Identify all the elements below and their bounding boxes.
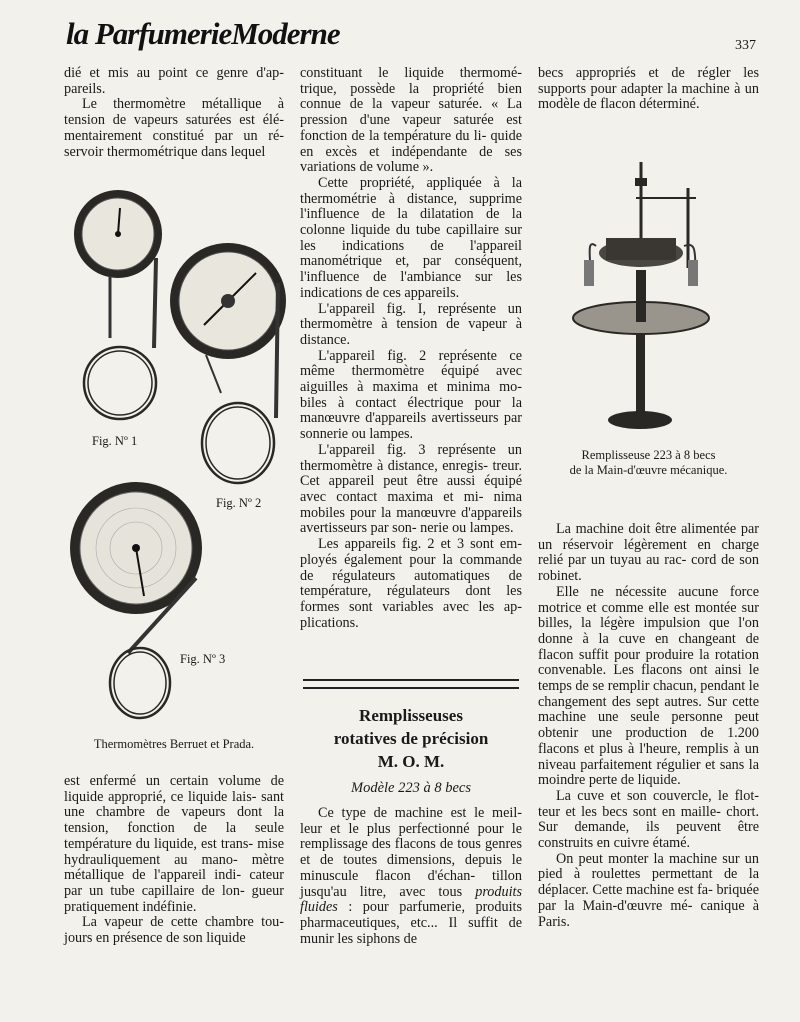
fig3-label: Fig. Nº 3	[180, 652, 226, 666]
paragraph: Elle ne nécessite aucune force motrice et comme elle est montée sur billes, la légère impulsion que l'on donne à la cuve en changeant de flacon suffit pour produire la rotation convenable. Les flacons ont ainsi le temps de se remplir chacun, pendant le changement des sept autres. Sur cette machine une seule personne peut obtenir une production de 1.200 flacons et plus à l'heure, remplis à un niveau parfaitement régulier et sans la moindre perte de liquide.	[538, 583, 760, 789]
section-divider	[303, 679, 519, 689]
heading-line: rotatives de précision	[333, 729, 489, 748]
heading-line: Remplisseuses	[359, 706, 463, 725]
fig2-label: Fig. Nº 2	[216, 496, 262, 510]
paragraph: On peut monter la machine sur un pied à roulettes permettant de la déplacer. Cette machine est fa- briquée par la Main-d'œuvre mé- canique à Paris.	[538, 850, 759, 930]
text-run: Ce type de machine est le meil- leur et le plus perfectionné pour le remplissage des flacons de tous genres et de toutes dimensions, depuis le minuscule flacon d'échan- tillon jusqu'au litre, avec tous	[300, 805, 522, 900]
paragraph: La vapeur de cette chambre tou- jours en présence de son liquide	[64, 914, 284, 947]
heading-line: M. O. M.	[377, 752, 445, 771]
paragraph: L'appareil fig. 2 représente ce même thermomètre équipé avec aiguilles à maxima et minima mo- biles à contact électrique pour la manœuvre d'appareils avertisseurs par sonnerie ou lampes.	[300, 347, 522, 443]
paragraph: La machine doit être alimentée par un réservoir légèrement en charge relié par un tuyau au rac- cord de son robinet.	[538, 521, 759, 585]
page-number: 337	[735, 38, 756, 53]
filling-machine-illustration	[566, 158, 716, 443]
caption-line: Remplisseuse 223 à 8 becs	[581, 448, 716, 462]
paragraph: Cette propriété, appliquée à la thermométrie à distance, supprime l'influence de la dilatation de la colonne liquide du tube capillaire sur les indications de l'appareil manométrique et, par conséquent, l'influence de l'ambiance sur les indications de ces appareils.	[300, 174, 522, 301]
column-1-top	[64, 66, 284, 160]
thermometer-fig2-illustration	[166, 243, 292, 488]
fig1-label: Fig. Nº 1	[92, 434, 138, 448]
caption-line: de la Main-d'œuvre mécanique.	[569, 463, 728, 477]
paragraph: Les appareils fig. 2 et 3 sont em- ployés également pour la commande de régulateurs automatiques de température, régulateurs dont les formes sont variables avec les ap- plications.	[300, 536, 522, 631]
thermometers-caption: Thermomètres Berruet et Prada.	[93, 737, 255, 751]
thermometer-fig1-illustration	[70, 188, 170, 428]
paragraph: dié et mis au point ce genre d'ap- pareils.	[64, 65, 284, 97]
paragraph: becs appropriés et de régler les supports pour adapter la machine à un modèle de flacon déterminé.	[538, 65, 759, 113]
paragraph: L'appareil fig. I, représente un thermomètre à tension de vapeur à distance.	[300, 300, 522, 348]
thermometer-fig3-illustration	[68, 478, 208, 728]
section-heading	[300, 704, 522, 773]
machine-caption	[538, 448, 759, 478]
column-3-top	[538, 66, 759, 113]
text-run: : pour parfumerie, produits pharmaceutiques, etc... Il suffit de munir les siphons de	[300, 899, 522, 947]
masthead-logo: la ParfumerieModerne	[66, 16, 340, 51]
paragraph: constituant le liquide thermomé- trique, possède la propriété bien connue de la vapeur saturée. « La pression d'une vapeur saturée est fonction de la température du li- quide en excès et indépendante de ses variations de volume ».	[300, 65, 522, 176]
column-2	[300, 66, 522, 631]
column-1-bottom	[64, 774, 284, 947]
paragraph: Le thermomètre métallique à tension de vapeurs saturées est élé- mentairement constitué par un ré- servoir thermométrique dans lequel	[64, 96, 284, 160]
column-3-bottom	[538, 522, 759, 930]
paragraph: La cuve et son couvercle, le flot- teur et les becs sont en maille- chort. Sur demande, ils peuvent être construits en cuivre étamé.	[538, 787, 759, 852]
paragraph: est enfermé un certain volume de liquide approprié, ce liquide lais- sant une chambre de vapeurs dont la tension, fonction de la seule température du liquide, est trans- mise hydrauliquement au mano- mètre métallique de l'appareil indi- cateur par un tube capillaire de lon- gueur pratiquement indéfinie.	[64, 773, 284, 915]
paragraph	[300, 806, 522, 947]
model-subheading: Modèle 223 à 8 becs	[351, 780, 471, 796]
paragraph: L'appareil fig. 3 représente un thermomètre à distance, enregis- treur. Cet appareil peut être aussi équipé avec contact maxima et mi- nima mobiles pour la manœuvre d'appareils avertisseurs par son- nerie ou lampes.	[300, 441, 522, 537]
italic-text: produits fluides	[300, 883, 522, 916]
section-body	[300, 806, 522, 947]
